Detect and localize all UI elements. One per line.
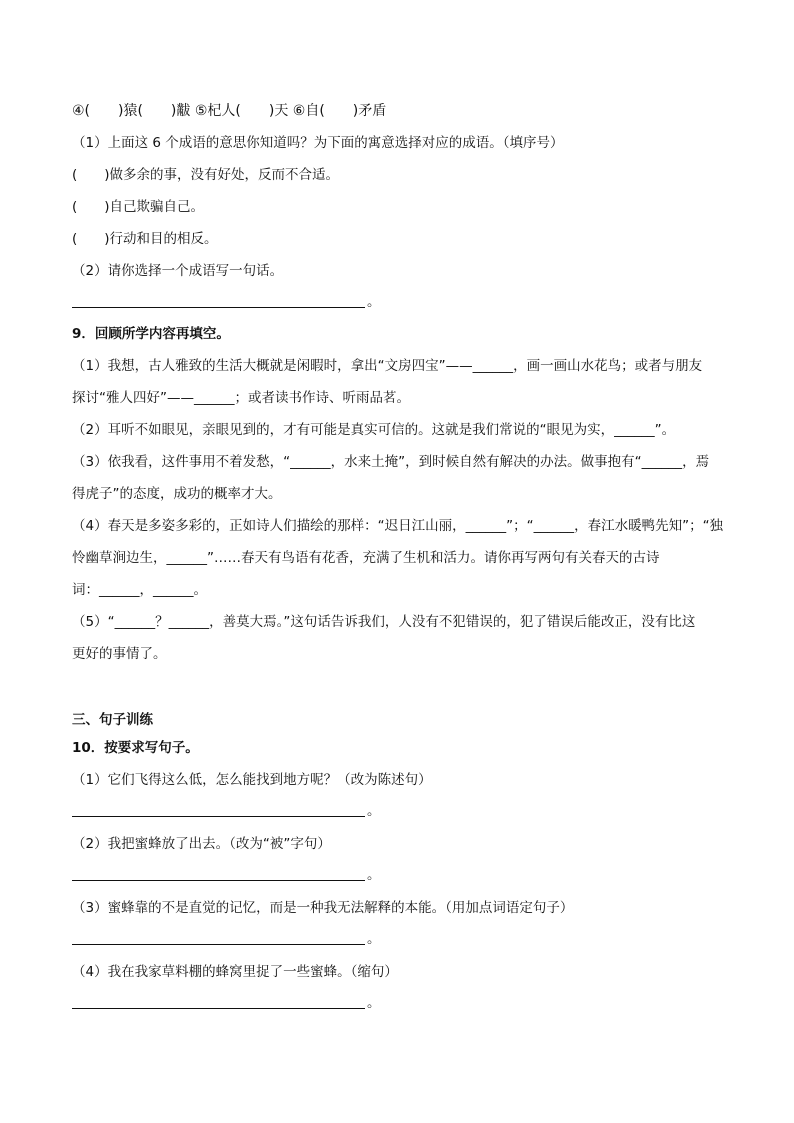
question-8-2: （2）请你选择一个成语写一句话。	[72, 263, 284, 279]
question-9-title: 9．回顾所学内容再填空。	[72, 326, 230, 342]
answer-line-period: 。	[367, 294, 381, 310]
answer-line-period: 。	[367, 931, 381, 947]
question-9-3-line-1[interactable]: （3）依我看，这件事用不着发愁，“______，水来土掩”，到时候自然有解决的办法。做事抱有“______，焉	[72, 454, 710, 470]
question-9-5-line-2: 更好的事情了。	[72, 646, 167, 662]
question-9-2[interactable]: （2）耳听不如眼见，亲眼见到的，才有可能是真实可信的。这就是我们常说的“眼见为实，______”。	[72, 422, 676, 438]
idiom-list-line: ④( )猿( )黻 ⑤杞人( )天 ⑥自( )矛盾	[72, 103, 387, 119]
question-10-3: （3）蜜蜂靠的不是直觉的记忆，而是一种我无法解释的本能。（用加点词语定句子）	[72, 900, 574, 916]
answer-line-period: 。	[367, 803, 381, 819]
meaning-blank-2[interactable]: ( )自己欺骗自己。	[72, 199, 205, 215]
answer-line-8-2[interactable]	[72, 307, 365, 308]
answer-line-10-2[interactable]	[72, 880, 365, 881]
answer-line-10-1[interactable]	[72, 816, 365, 817]
question-9-4-line-2[interactable]: 怜幽草涧边生，______”……春天有鸟语有花香，充满了生机和活力。请你再写两句有关春天的古诗	[72, 550, 660, 566]
question-9-1-line-2[interactable]: 探讨“雅人四好”——______；或者读书作诗、听雨品茗。	[72, 390, 410, 406]
question-9-4-line-3[interactable]: 词：______，______。	[72, 582, 207, 598]
question-8-1: （1）上面这 6 个成语的意思你知道吗？为下面的寓意选择对应的成语。（填序号）	[72, 135, 564, 151]
answer-line-period: 。	[367, 995, 381, 1011]
question-10-1: （1）它们飞得这么低，怎么能找到地方呢？（改为陈述句）	[72, 772, 432, 788]
question-10-title: 10．按要求写句子。	[72, 740, 199, 756]
question-9-3-line-2: 得虎子”的态度，成功的概率才大。	[72, 486, 282, 502]
question-9-5-line-1[interactable]: （5）“______？______，善莫大焉。”这句话告诉我们，人没有不犯错误的，犯了错误后能改正，没有比这	[72, 614, 696, 630]
section-3-heading: 三、句子训练	[72, 712, 153, 728]
answer-line-10-3[interactable]	[72, 944, 365, 945]
meaning-blank-1[interactable]: ( )做多余的事，没有好处，反而不合适。	[72, 167, 340, 183]
question-9-1-line-1[interactable]: （1）我想，古人雅致的生活大概就是闲暇时，拿出“文房四宝”——______，画一画山水花鸟；或者与朋友	[72, 358, 703, 374]
question-10-2: （2）我把蜜蜂放了出去。（改为“被”字句）	[72, 836, 331, 852]
answer-line-10-4[interactable]	[72, 1008, 365, 1009]
question-10-4: （4）我在我家草料棚的蜂窝里捉了一些蜜蜂。（缩句）	[72, 964, 398, 980]
meaning-blank-3[interactable]: ( )行动和目的相反。	[72, 231, 218, 247]
answer-line-period: 。	[367, 867, 381, 883]
question-9-4-line-1[interactable]: （4）春天是多姿多彩的，正如诗人们描绘的那样：“迟日江山丽，______”；“______，春江水暖鸭先知”；“独	[72, 518, 724, 534]
